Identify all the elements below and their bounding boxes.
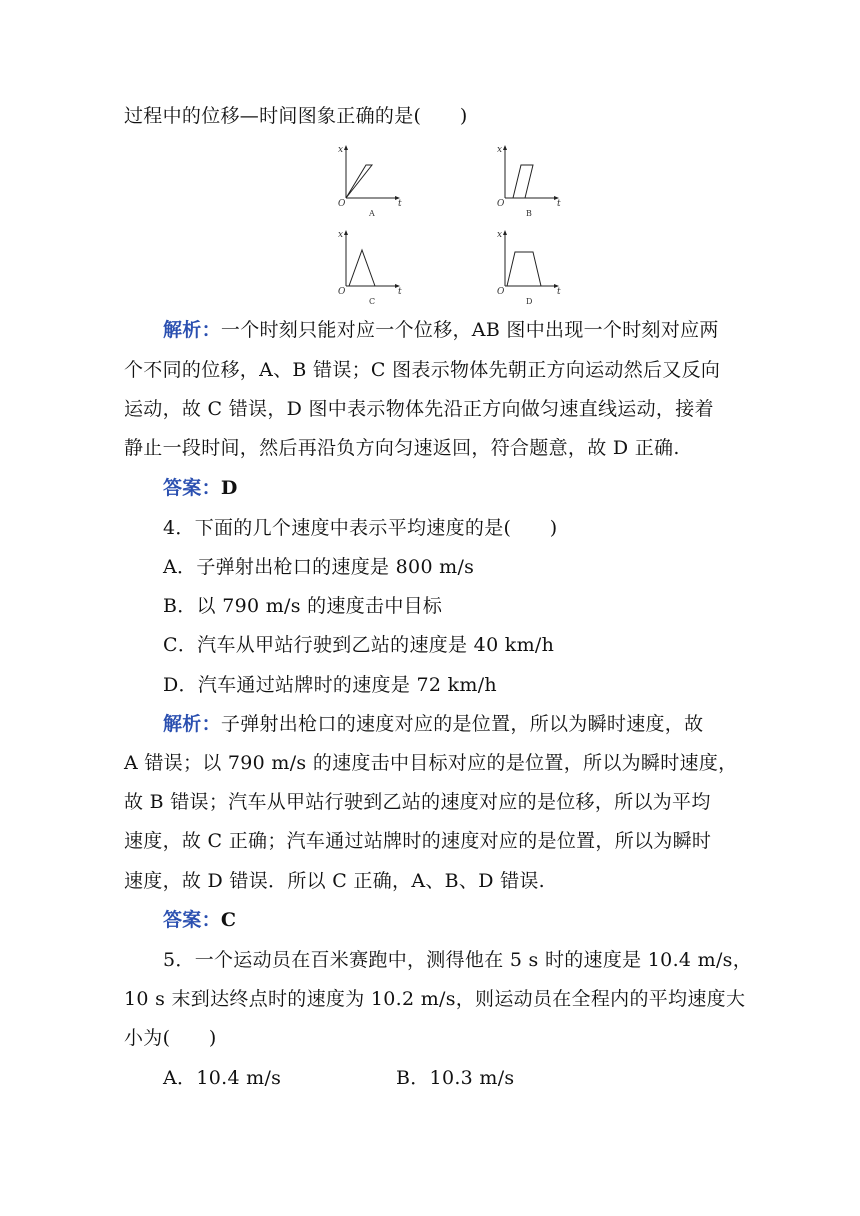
graph-c-curve xyxy=(349,250,375,286)
q4-option-b: B．以 790 m/s 的速度击中目标 xyxy=(163,595,443,617)
graph-b xyxy=(495,143,565,218)
graph-label: C xyxy=(369,297,376,306)
q4-option-a: A．子弹射出枪口的速度是 800 m/s xyxy=(163,556,475,578)
q5-option-a: A．10.4 m/s xyxy=(163,1067,282,1089)
graph-label: B xyxy=(526,209,532,218)
axis-t-label: t xyxy=(557,287,561,297)
axis-x-label: x xyxy=(338,230,344,240)
graph-a-curve xyxy=(346,165,372,198)
answer-label: 答案： xyxy=(163,909,221,931)
graph-label: A xyxy=(369,209,375,218)
axis-t-label: t xyxy=(557,199,561,209)
q4-option-d: D．汽车通过站牌时的速度是 72 km/h xyxy=(163,674,497,696)
q3-analysis-line-1 xyxy=(163,318,719,342)
axis-x-label: x xyxy=(497,145,503,155)
origin-label: O xyxy=(497,199,505,209)
q3-answer xyxy=(163,476,238,500)
analysis-label: 解析： xyxy=(163,319,221,341)
answer-value: C xyxy=(220,909,237,931)
q3-stem-tail: 过程中的位移—时间图象正确的是( ) xyxy=(124,105,468,127)
q5-option-b: B．10.3 m/s xyxy=(396,1067,515,1089)
analysis-text: 子弹射出枪口的速度对应的是位置，所以为瞬时速度，故 xyxy=(220,713,704,735)
axis-t-label: t xyxy=(398,199,402,209)
graph-a xyxy=(336,143,406,218)
q4-analysis-line-2: A 错误；以 790 m/s 的速度击中目标对应的是位置，所以为瞬时速度， xyxy=(124,752,738,774)
q5-stem-line-1: 5．一个运动员在百米赛跑中，测得他在 5 s 时的速度是 10.4 m/s， xyxy=(163,949,752,971)
graph-label: D xyxy=(526,297,533,306)
q3-analysis-line-4: 静止一段时间，然后再沿负方向匀速返回，符合题意，故 D 正确. xyxy=(124,437,680,459)
graph-b-curve xyxy=(513,165,533,198)
graph-c xyxy=(336,228,406,306)
axis-t-label: t xyxy=(398,287,402,297)
q3-analysis-line-3: 运动，故 C 错误，D 图中表示物体先沿正方向做匀速直线运动，接着 xyxy=(124,398,714,420)
q4-analysis-line-4: 速度，故 C 正确；汽车通过站牌时的速度对应的是位置，所以为瞬时 xyxy=(124,830,712,852)
analysis-label: 解析： xyxy=(163,713,221,735)
q4-stem: 4．下面的几个速度中表示平均速度的是( ) xyxy=(163,517,558,539)
q5-stem-line-2: 10 s 末到达终点时的速度为 10.2 m/s，则运动员在全程内的平均速度大 xyxy=(124,988,746,1010)
answer-value: D xyxy=(220,477,238,499)
graph-d xyxy=(495,228,565,306)
origin-label: O xyxy=(338,199,346,209)
q4-answer xyxy=(163,908,236,932)
q4-analysis-line-3: 故 B 错误；汽车从甲站行驶到乙站的速度对应的是位移，所以为平均 xyxy=(124,791,711,813)
origin-label: O xyxy=(497,287,505,297)
q5-stem-line-3: 小为( ) xyxy=(124,1027,217,1049)
q4-option-c: C．汽车从甲站行驶到乙站的速度是 40 km/h xyxy=(163,634,555,656)
q4-analysis-line-5: 速度，故 D 错误．所以 C 正确，A、B、D 错误. xyxy=(124,870,546,892)
q3-analysis-line-2: 个不同的位移，A、B 错误；C 图表示物体先朝正方向运动然后又反向 xyxy=(124,359,721,381)
analysis-text: 一个时刻只能对应一个位移，AB 图中出现一个时刻对应两 xyxy=(220,319,719,341)
q4-analysis-line-1 xyxy=(163,712,703,736)
origin-label: O xyxy=(338,287,346,297)
graph-d-curve xyxy=(507,252,541,286)
axis-x-label: x xyxy=(338,145,344,155)
axis-x-label: x xyxy=(497,230,503,240)
answer-label: 答案： xyxy=(163,477,221,499)
